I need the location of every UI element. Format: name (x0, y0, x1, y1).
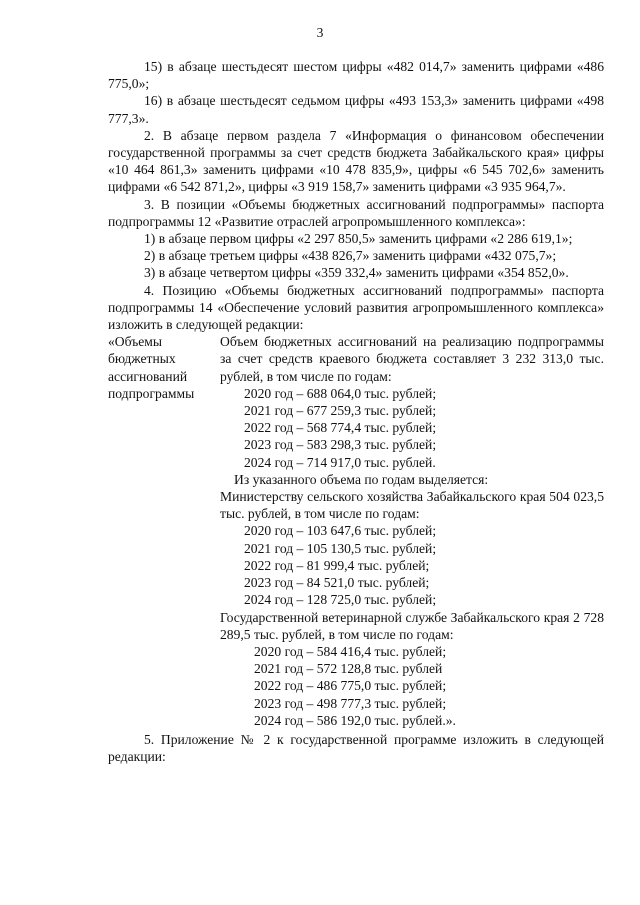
table-right-cell (218, 333, 604, 729)
year-line: 2023 год – 583 298,3 тыс. рублей; (244, 437, 437, 453)
ministry-allocation: Министерству сельского хозяйства Забайкальского края 504 023,5 тыс. рублей, в том числе по годам: (220, 489, 604, 522)
vet-service-allocation: Государственной ветеринарной службе Забайкальского края 2 728 289,5 тыс. рублей, в том числе по годам: (220, 609, 604, 642)
year-line: 2021 год – 572 128,8 тыс. рублей (254, 661, 443, 677)
paragraph-point-3-1: 1) в абзаце первом цифры «2 297 850,5» заменить цифрами «2 286 619,1»; (144, 231, 573, 247)
year-line: 2023 год – 84 521,0 тыс. рублей; (244, 575, 430, 591)
year-line: 2022 год – 486 775,0 тыс. рублей; (254, 678, 447, 694)
year-line: 2022 год – 81 999,4 тыс. рублей; (244, 557, 430, 573)
vet-years-list (254, 643, 604, 729)
paragraph-point-3: 3. В позиции «Объемы бюджетных ассигнований подпрограммы» паспорта подпрограммы 12 «Развитие отраслей агропромышленного комплекса»: (108, 196, 604, 229)
year-line: 2024 год – 714 917,0 тыс. рублей. (244, 454, 436, 470)
year-line: 2021 год – 677 259,3 тыс. рублей; (244, 403, 437, 419)
document-body (108, 58, 604, 765)
paragraph-item-15: 15) в абзаце шестьдесят шестом цифры «482 014,7» заменить цифрами «486 775,0»; (108, 59, 604, 92)
year-line: 2020 год – 103 647,6 тыс. рублей; (244, 523, 437, 539)
table-left-label: «Объемы бюджетных ассигнований подпрограммы (108, 334, 195, 401)
year-line: 2020 год – 584 416,4 тыс. рублей; (254, 643, 447, 659)
funding-intro: Объем бюджетных ассигнований на реализацию подпрограммы за счет средств краевого бюджета составляет 3 232 313,0 тыс. рублей, в том числе по годам: (220, 334, 604, 384)
year-line: 2021 год – 105 130,5 тыс. рублей; (244, 540, 437, 556)
total-years-list (244, 385, 604, 471)
year-line: 2024 год – 128 725,0 тыс. рублей; (244, 592, 437, 608)
year-line: 2023 год – 498 777,3 тыс. рублей; (254, 695, 447, 711)
funding-table (108, 333, 604, 729)
allocated-heading: Из указанного объема по годам выделяется: (234, 471, 489, 487)
paragraph-point-3-2: 2) в абзаце третьем цифры «438 826,7» заменить цифрами «432 075,7»; (144, 248, 557, 264)
paragraph-point-2: 2. В абзаце первом раздела 7 «Информация о финансовом обеспечении государственной программы за счет средств бюджета Забайкальского края» цифры «10 464 861,3» заменить цифрами «10 478 835,9», цифры «6 545 702,6» заменить цифрами «6 542 871,2», цифры «3 919 158,7» заменить цифрами «3 935 964,7». (108, 127, 604, 195)
paragraph-point-5: 5. Приложение № 2 к государственной программе изложить в следующей редакции: (108, 731, 604, 765)
paragraph-point-4: 4. Позицию «Объемы бюджетных ассигнований подпрограммы» паспорта подпрограммы 14 «Обеспечение условий развития агропромышленного комплекса» изложить в следующей редакции: (108, 282, 604, 333)
page-number: 3 (316, 25, 324, 40)
ministry-years-list (244, 522, 604, 608)
paragraph-point-3-3: 3) в абзаце четвертом цифры «359 332,4» заменить цифрами «354 852,0». (144, 265, 569, 281)
year-line: 2024 год – 586 192,0 тыс. рублей.». (254, 712, 456, 728)
year-line: 2020 год – 688 064,0 тыс. рублей; (244, 385, 437, 401)
paragraph-item-16: 16) в абзаце шестьдесят седьмом цифры «493 153,3» заменить цифрами «498 777,3». (108, 93, 604, 126)
year-line: 2022 год – 568 774,4 тыс. рублей; (244, 420, 437, 436)
